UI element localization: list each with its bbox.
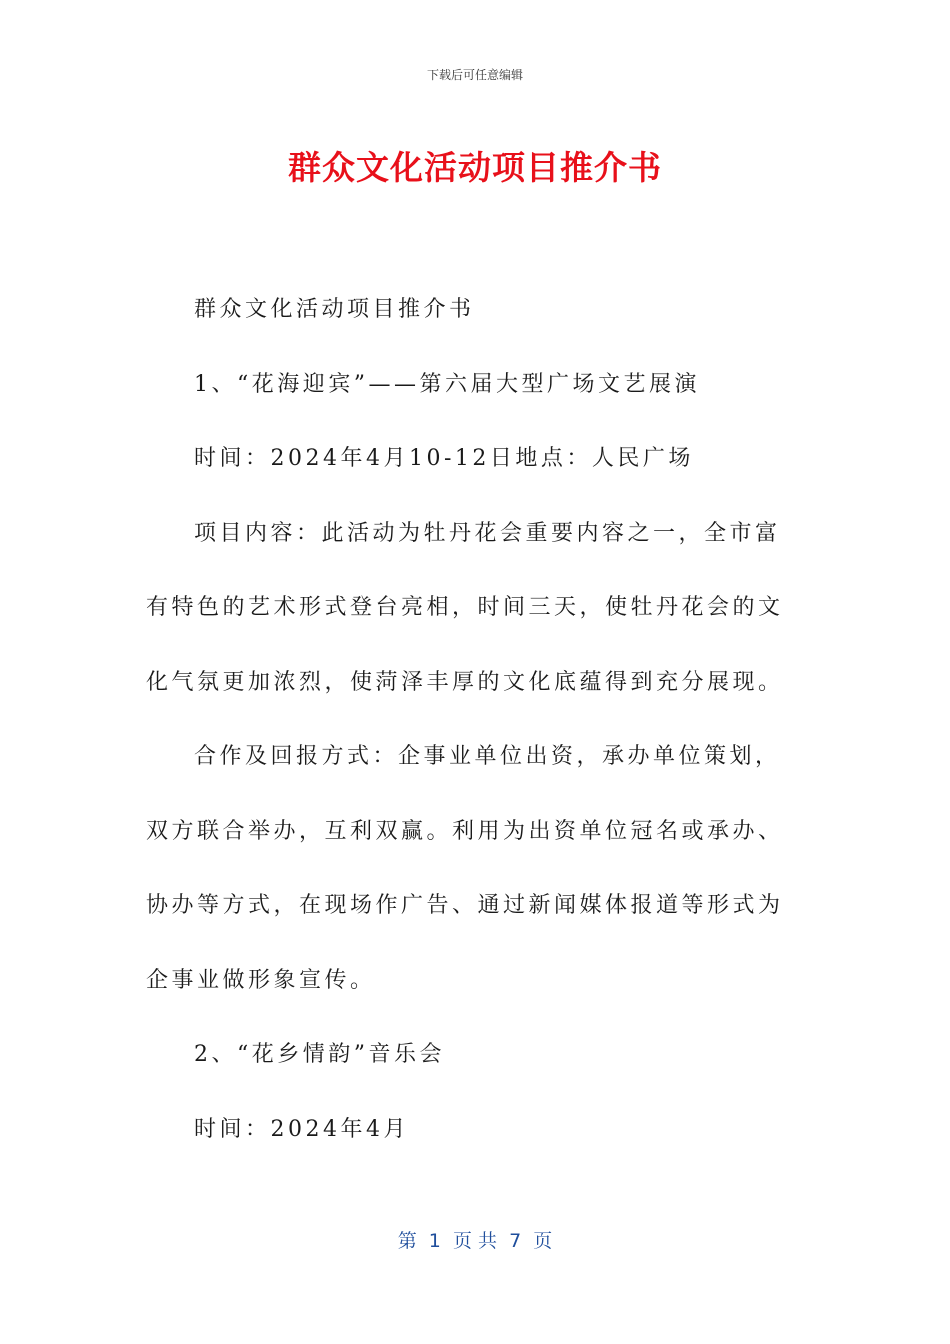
- paragraph-item-2-title: 2、“花乡情韵”音乐会: [194, 1042, 445, 1067]
- page-header-note: 下载后可任意编辑: [426, 68, 523, 82]
- document-title: 群众文化活动项目推介书: [288, 148, 662, 187]
- document-body: [146, 273, 792, 1167]
- paragraph-item-2-time: 时间：2024年4月: [194, 1116, 409, 1142]
- page-footer: 第 1 页 共 7 页: [397, 1230, 553, 1252]
- paragraph-item-1-title: 1、“花海迎宾”——第六届大型广场文艺展演: [194, 371, 700, 397]
- paragraph-heading: 群众文化活动项目推介书: [194, 297, 475, 322]
- paragraph-item-1-content: 项目内容：此活动为牡丹花会重要内容之一，全市富有特色的艺术形式登台亮相，时间三天，使牡丹花会的文化气氛更加浓烈，使菏泽丰厚的文化底蕴得到充分展现。: [146, 520, 784, 695]
- paragraph-item-1-cooperation: 合作及回报方式：企事业单位出资，承办单位策划，双方联合举办，互利双赢。利用为出资单位冠名或承办、协办等方式，在现场作广告、通过新闻媒体报道等形式为企事业做形象宣传。: [146, 744, 784, 993]
- paragraph-item-1-time: 时间：2024年4月10-12日地点：人民广场: [194, 446, 694, 471]
